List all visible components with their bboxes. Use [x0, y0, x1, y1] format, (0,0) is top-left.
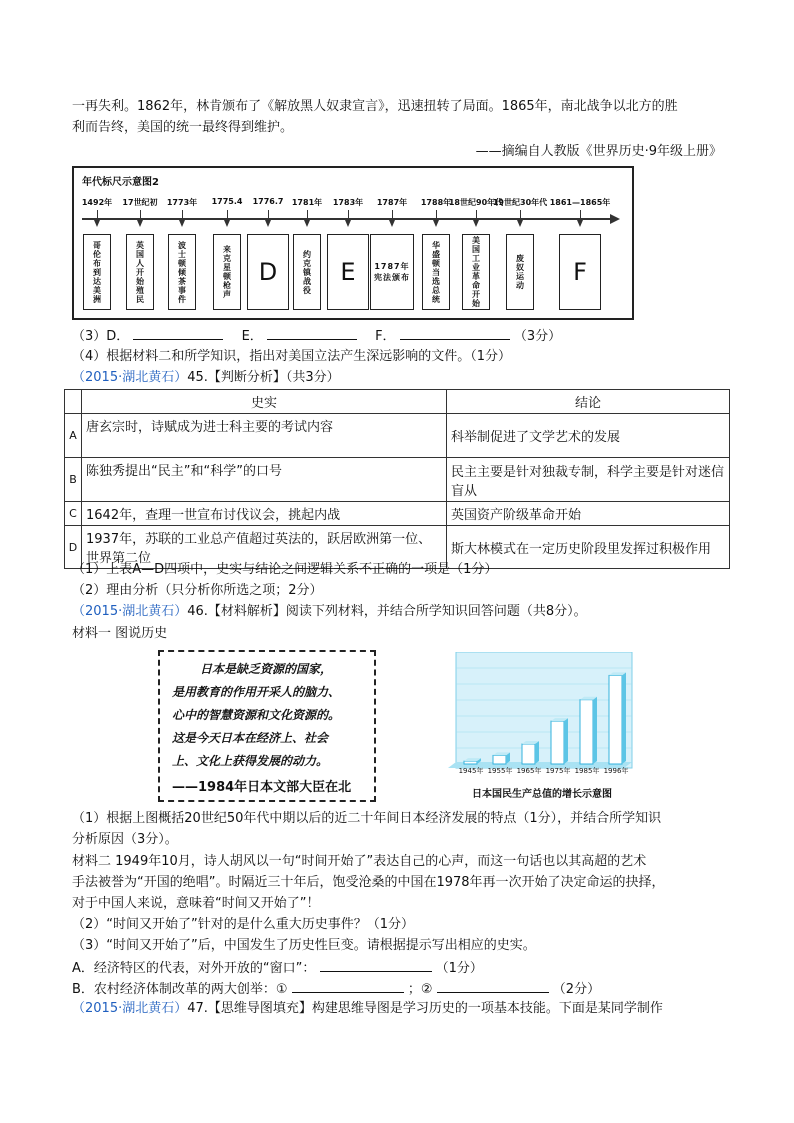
qb-text: B．农村经济体制改革的两大创举：① — [72, 982, 288, 997]
timeline-title: 年代标尺示意图2 — [82, 177, 159, 188]
answer-blank-f[interactable] — [400, 326, 510, 340]
intro-line-2: 利而告终，美国的统一最终得到维护。 — [72, 120, 294, 135]
row-fact: 陈独秀提出“民主”和“科学”的口号 — [82, 458, 447, 502]
q2-question: （2）“时间又开始了”针对的是什么重大历史事件？（1分） — [72, 917, 415, 932]
row-label: D — [65, 526, 82, 569]
timeline-event: 废奴运动 — [506, 234, 534, 310]
timeline-year: 1861—1865年 — [549, 198, 611, 207]
timeline-pointer — [179, 220, 185, 227]
timeline-event: 美国工业革命开始 — [462, 234, 490, 310]
qb-score: （2分） — [552, 982, 601, 997]
chart-tick-label: 1996年 — [603, 767, 629, 774]
timeline-tick — [268, 210, 269, 218]
q3-e-label: E． — [241, 329, 263, 344]
timeline-pointer — [265, 220, 271, 227]
timeline-year: 1775.4 — [211, 197, 243, 206]
intro-source: ——摘编自人教版《世界历史·9年级上册》 — [475, 144, 722, 159]
timeline-pointer — [577, 220, 583, 227]
q45-1: （1）上表A—D四项中，史实与结论之间逻辑关系不正确的一项是（1分） — [72, 562, 498, 577]
timeline-year: 17世纪初 — [122, 198, 158, 207]
chart-bar-side — [564, 718, 568, 764]
timeline-year: 1783年 — [332, 198, 364, 207]
timeline-tick — [476, 210, 477, 218]
timeline-year: 1781年 — [291, 198, 323, 207]
chart-bar — [551, 721, 564, 764]
row-fact: 唐玄宗时，诗赋成为进士科主要的考试内容 — [82, 414, 447, 458]
row-fact: 1642年，查理一世宣布讨伐议会，挑起内战 — [82, 502, 447, 526]
timeline-pointer — [517, 220, 523, 227]
timeline-event: 来克星顿枪声 — [213, 234, 241, 310]
q45-source: （2015·湖北黄石） — [72, 370, 188, 385]
timeline-pointer — [389, 220, 395, 227]
timeline-tick — [140, 210, 141, 218]
material-1-label: 材料一 图说历史 — [72, 626, 168, 641]
timeline-tick — [227, 210, 228, 218]
timeline-pointer — [94, 220, 100, 227]
timeline-tick — [520, 210, 521, 218]
timeline-pointer — [473, 220, 479, 227]
chart-bar-side — [593, 697, 597, 764]
timeline-tick — [348, 210, 349, 218]
table-row — [65, 502, 730, 526]
chart-bar — [493, 755, 506, 764]
header-fact: 史实 — [82, 390, 447, 414]
answer-blank-window[interactable] — [320, 958, 432, 972]
q3-label: （3）D． — [72, 329, 130, 344]
timeline-pointer — [304, 220, 310, 227]
q3-line — [72, 326, 561, 346]
timeline-blank-f: F — [559, 234, 601, 310]
answer-blank-e[interactable] — [267, 326, 357, 340]
chart-bar-side — [535, 741, 539, 764]
timeline-tick — [436, 210, 437, 218]
material-2-line-1: 材料二 1949年10月，诗人胡风以一句“时间开始了”表达自己的心声，而这一句话也以其高超的艺术 — [72, 854, 647, 869]
row-label: C — [65, 502, 82, 526]
table-corner — [65, 390, 82, 414]
timeline-year: 1776.7 — [252, 197, 284, 206]
chart-tick-label: 1955年 — [487, 767, 513, 774]
q46-text: 46.【材料解析】阅读下列材料，并结合所学知识回答问题（共8分）。 — [187, 604, 587, 619]
chart-title: 日本国民生产总值的增长示意图 — [472, 789, 612, 800]
timeline-tick — [392, 210, 393, 218]
gnp-bar-chart — [448, 652, 634, 774]
q45-text: 45.【判断分析】（共3分） — [187, 370, 340, 385]
timeline-year: 1773年 — [166, 198, 198, 207]
qa-text: A．经济特区的代表，对外开放的“窗口”： — [72, 961, 316, 976]
timeline-event: 英国人开始殖民 — [126, 234, 154, 310]
table-row — [65, 458, 730, 502]
timeline-tick — [182, 210, 183, 218]
q3-f-label: F． — [375, 329, 396, 344]
q46-1-line-a: （1）根据上图概括20世纪50年代中期以后的近二十年间日本经济发展的特点（1分），并结合所学知识 — [72, 811, 662, 826]
answer-blank-2[interactable] — [437, 979, 549, 993]
material-2-line-2: 手法被誉为“开国的绝唱”。时隔近三十年后，饱受沧桑的中国在1978年再一次开始了决定命运的抉择， — [72, 875, 665, 890]
table-row — [65, 414, 730, 458]
q47-text: 47.【思维导图填充】构建思维导图是学习历史的一项基本技能。下面是某同学制作 — [187, 1001, 663, 1016]
timeline-event: 波士顿倾茶事件 — [168, 234, 196, 310]
chart-bar — [522, 744, 535, 764]
q45-2: （2）理由分析（只分析你所选之项；2分） — [72, 583, 323, 598]
q47-heading — [72, 1000, 663, 1018]
timeline-arrow — [610, 214, 620, 224]
timeline-tick — [307, 210, 308, 218]
table-header-row — [65, 390, 730, 414]
row-conclusion: 斯大林模式在一定历史阶段里发挥过积极作用 — [447, 526, 730, 569]
q47-source: （2015·湖北黄石） — [72, 1001, 188, 1016]
row-fact: 1937年，苏联的工业总产值超过英法的，跃居欧洲第一位、世界第二位 — [82, 526, 447, 569]
timeline-year: 1788年 — [420, 198, 452, 207]
header-conclusion: 结论 — [447, 390, 730, 414]
qb-mid: ；② — [407, 982, 433, 997]
qb-line — [72, 979, 600, 999]
timeline-year: 18世纪90年代 — [448, 198, 504, 207]
q3-question: （3）“时间又开始了”后，中国发生了历史性巨变。请根据提示写出相应的史实。 — [72, 938, 536, 953]
chart-tick-label: 1945年 — [458, 767, 484, 774]
q3-score: （3分） — [513, 329, 562, 344]
timeline-pointer — [224, 220, 230, 227]
timeline-event: 1787年宪法颁布 — [370, 234, 414, 310]
row-conclusion: 科举制促进了文学艺术的发展 — [447, 414, 730, 458]
timeline-year: 19世纪30年代 — [492, 198, 548, 207]
answer-blank-1[interactable] — [292, 979, 404, 993]
quote-line: 是用教育的作用开采人的脑力、 — [172, 685, 341, 699]
answer-blank-d[interactable] — [133, 326, 223, 340]
quote-line: 日本是缺乏资源的国家， — [200, 662, 333, 676]
timeline-pointer — [433, 220, 439, 227]
timeline-tick — [97, 210, 98, 218]
row-conclusion: 民主主要是针对独裁专制，科学主要是针对迷信盲从 — [447, 458, 730, 502]
qa-score: （1分） — [435, 961, 483, 976]
timeline-event: 约克镇战役 — [293, 234, 321, 310]
row-label: B — [65, 458, 82, 502]
timeline-tick — [580, 210, 581, 218]
timeline-pointer — [345, 220, 351, 227]
chart-bar-side — [622, 672, 626, 764]
timeline-year: 1787年 — [376, 198, 408, 207]
row-label: A — [65, 414, 82, 458]
timeline-pointer — [137, 220, 143, 227]
q46-1-line-b: 分析原因（3分）。 — [72, 832, 178, 847]
chart-tick-label: 1985年 — [574, 767, 600, 774]
material-2-line-3: 对于中国人来说，意味着“时间又开始了”！ — [72, 896, 320, 911]
timeline-event: 华盛顿当选总统 — [422, 234, 450, 310]
timeline-year: 1492年 — [81, 198, 113, 207]
timeline-figure — [72, 166, 634, 320]
chart-tick-label: 1975年 — [545, 767, 571, 774]
quote-attribution: ——1984年日本文部大臣在北 — [172, 780, 352, 795]
chart-backwall — [456, 652, 632, 768]
judge-table — [64, 389, 730, 569]
quote-line: 这是今天日本在经济上、社会 — [172, 731, 329, 745]
row-conclusion: 英国资产阶级革命开始 — [447, 502, 730, 526]
quote-box — [158, 650, 376, 802]
timeline-event: 哥伦布到达美洲 — [83, 234, 111, 310]
chart-bar — [580, 700, 593, 764]
intro-line-1: 一再失利。1862年，林肯颁布了《解放黑人奴隶宣言》，迅速扭转了局面。1865年，南北战争以北方的胜 — [72, 99, 678, 114]
q46-source: （2015·湖北黄石） — [72, 604, 188, 619]
q46-heading — [72, 603, 587, 621]
qa-line — [72, 958, 483, 978]
chart-bar — [464, 761, 477, 764]
chart-bar — [609, 675, 622, 764]
quote-line: 心中的智慧资源和文化资源的。 — [172, 708, 341, 722]
timeline-blank-d: D — [247, 234, 289, 310]
q4-question: （4）根据材料二和所学知识，指出对美国立法产生深远影响的文件。（1分） — [72, 349, 512, 364]
timeline-blank-e: E — [327, 234, 369, 310]
q45-heading — [72, 369, 340, 387]
quote-line: 上、文化上获得发展的动力。 — [172, 754, 329, 768]
chart-tick-label: 1965年 — [516, 767, 542, 774]
